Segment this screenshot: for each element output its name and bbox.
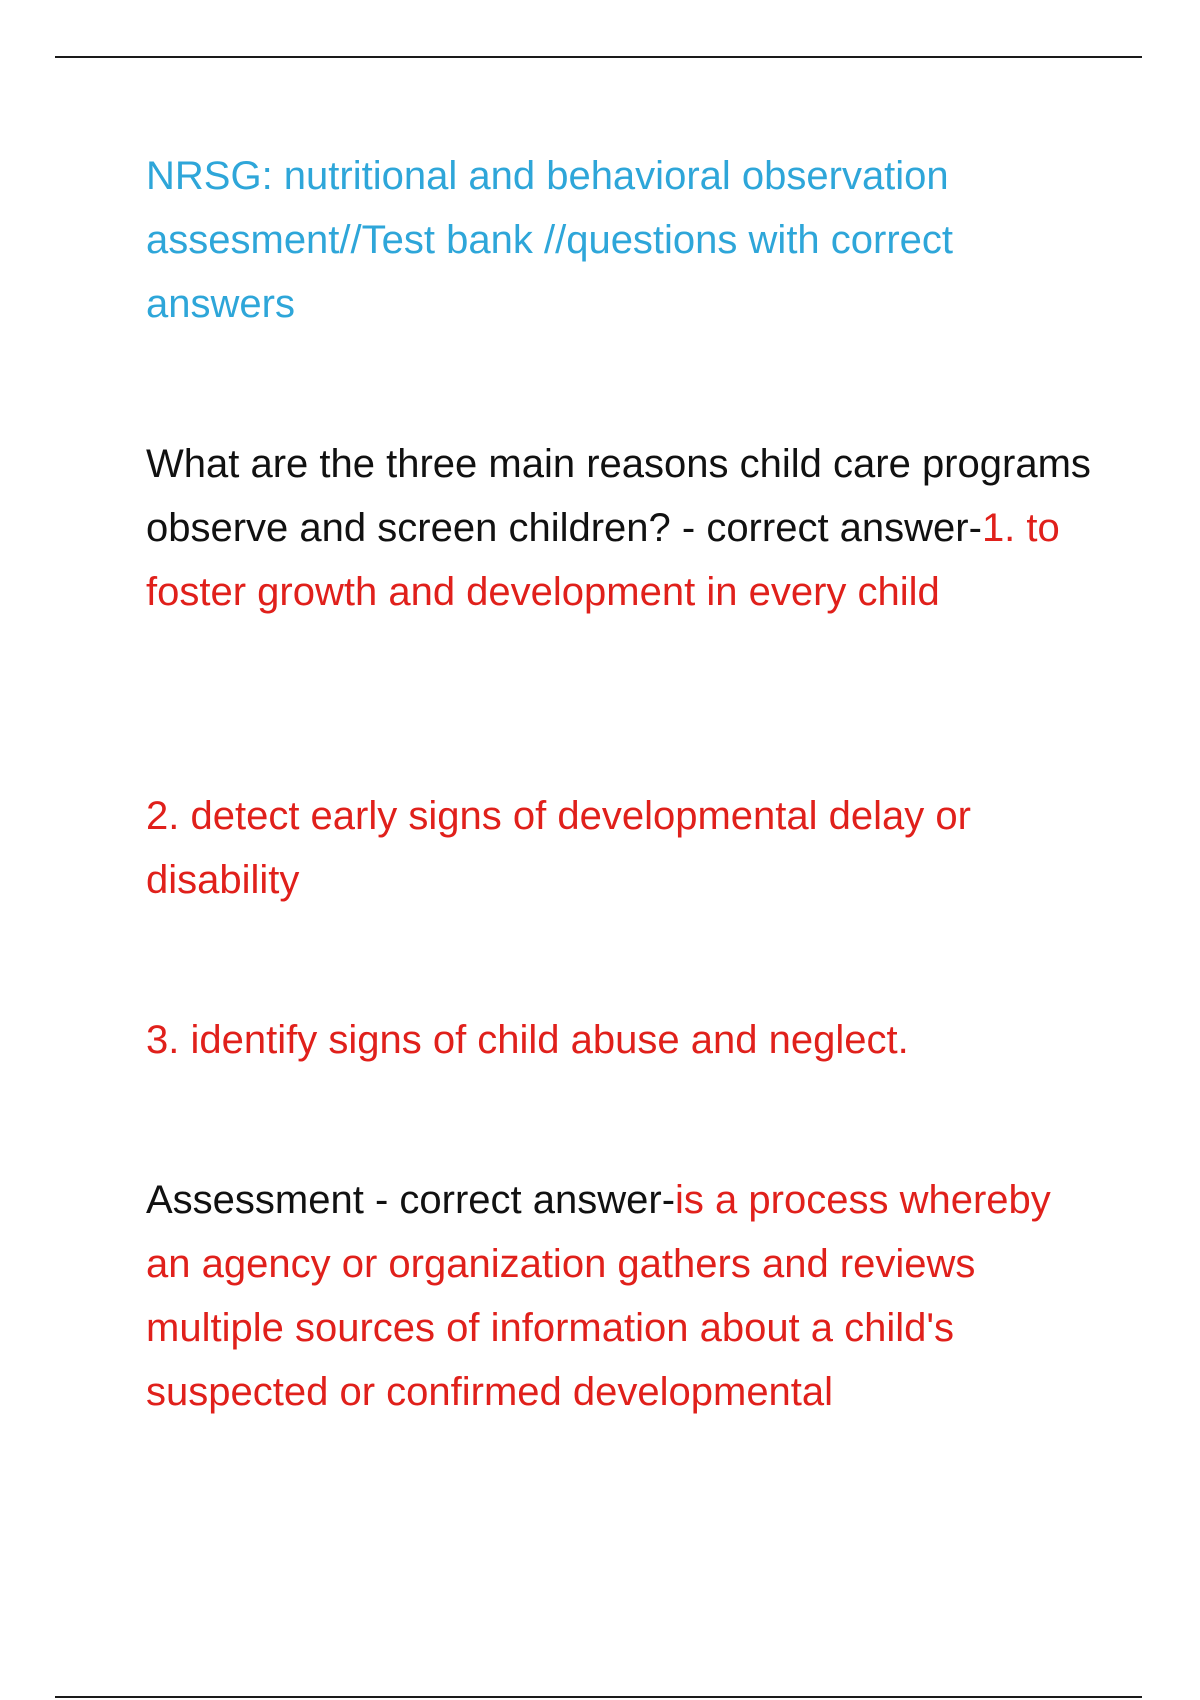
header-rule [55, 56, 1142, 58]
answer-item-3 [146, 1008, 1096, 1072]
answer-text: 3. identify signs of child abuse and neglect. [146, 1018, 909, 1062]
document-title: NRSG: nutritional and behavioral observation assesment//Test bank //questions with correct answers [146, 154, 954, 326]
qa-item-reasons [146, 432, 1096, 624]
answer-text: 1. to foster growth and development in every child [146, 506, 1060, 614]
question-text: What are the three main reasons child care programs observe and screen children? - correct answer- [146, 442, 1091, 550]
answer-item-2 [146, 784, 1096, 912]
answer-text: 2. detect early signs of developmental delay or disability [146, 794, 971, 902]
footer-rule [55, 1696, 1142, 1698]
question-text: Assessment - correct answer- [146, 1178, 676, 1222]
answer-text: is a process whereby an agency or organization gathers and reviews multiple sources of information about a child's suspected or confirmed developmental [146, 1178, 1051, 1414]
qa-item-assessment [146, 1168, 1096, 1424]
